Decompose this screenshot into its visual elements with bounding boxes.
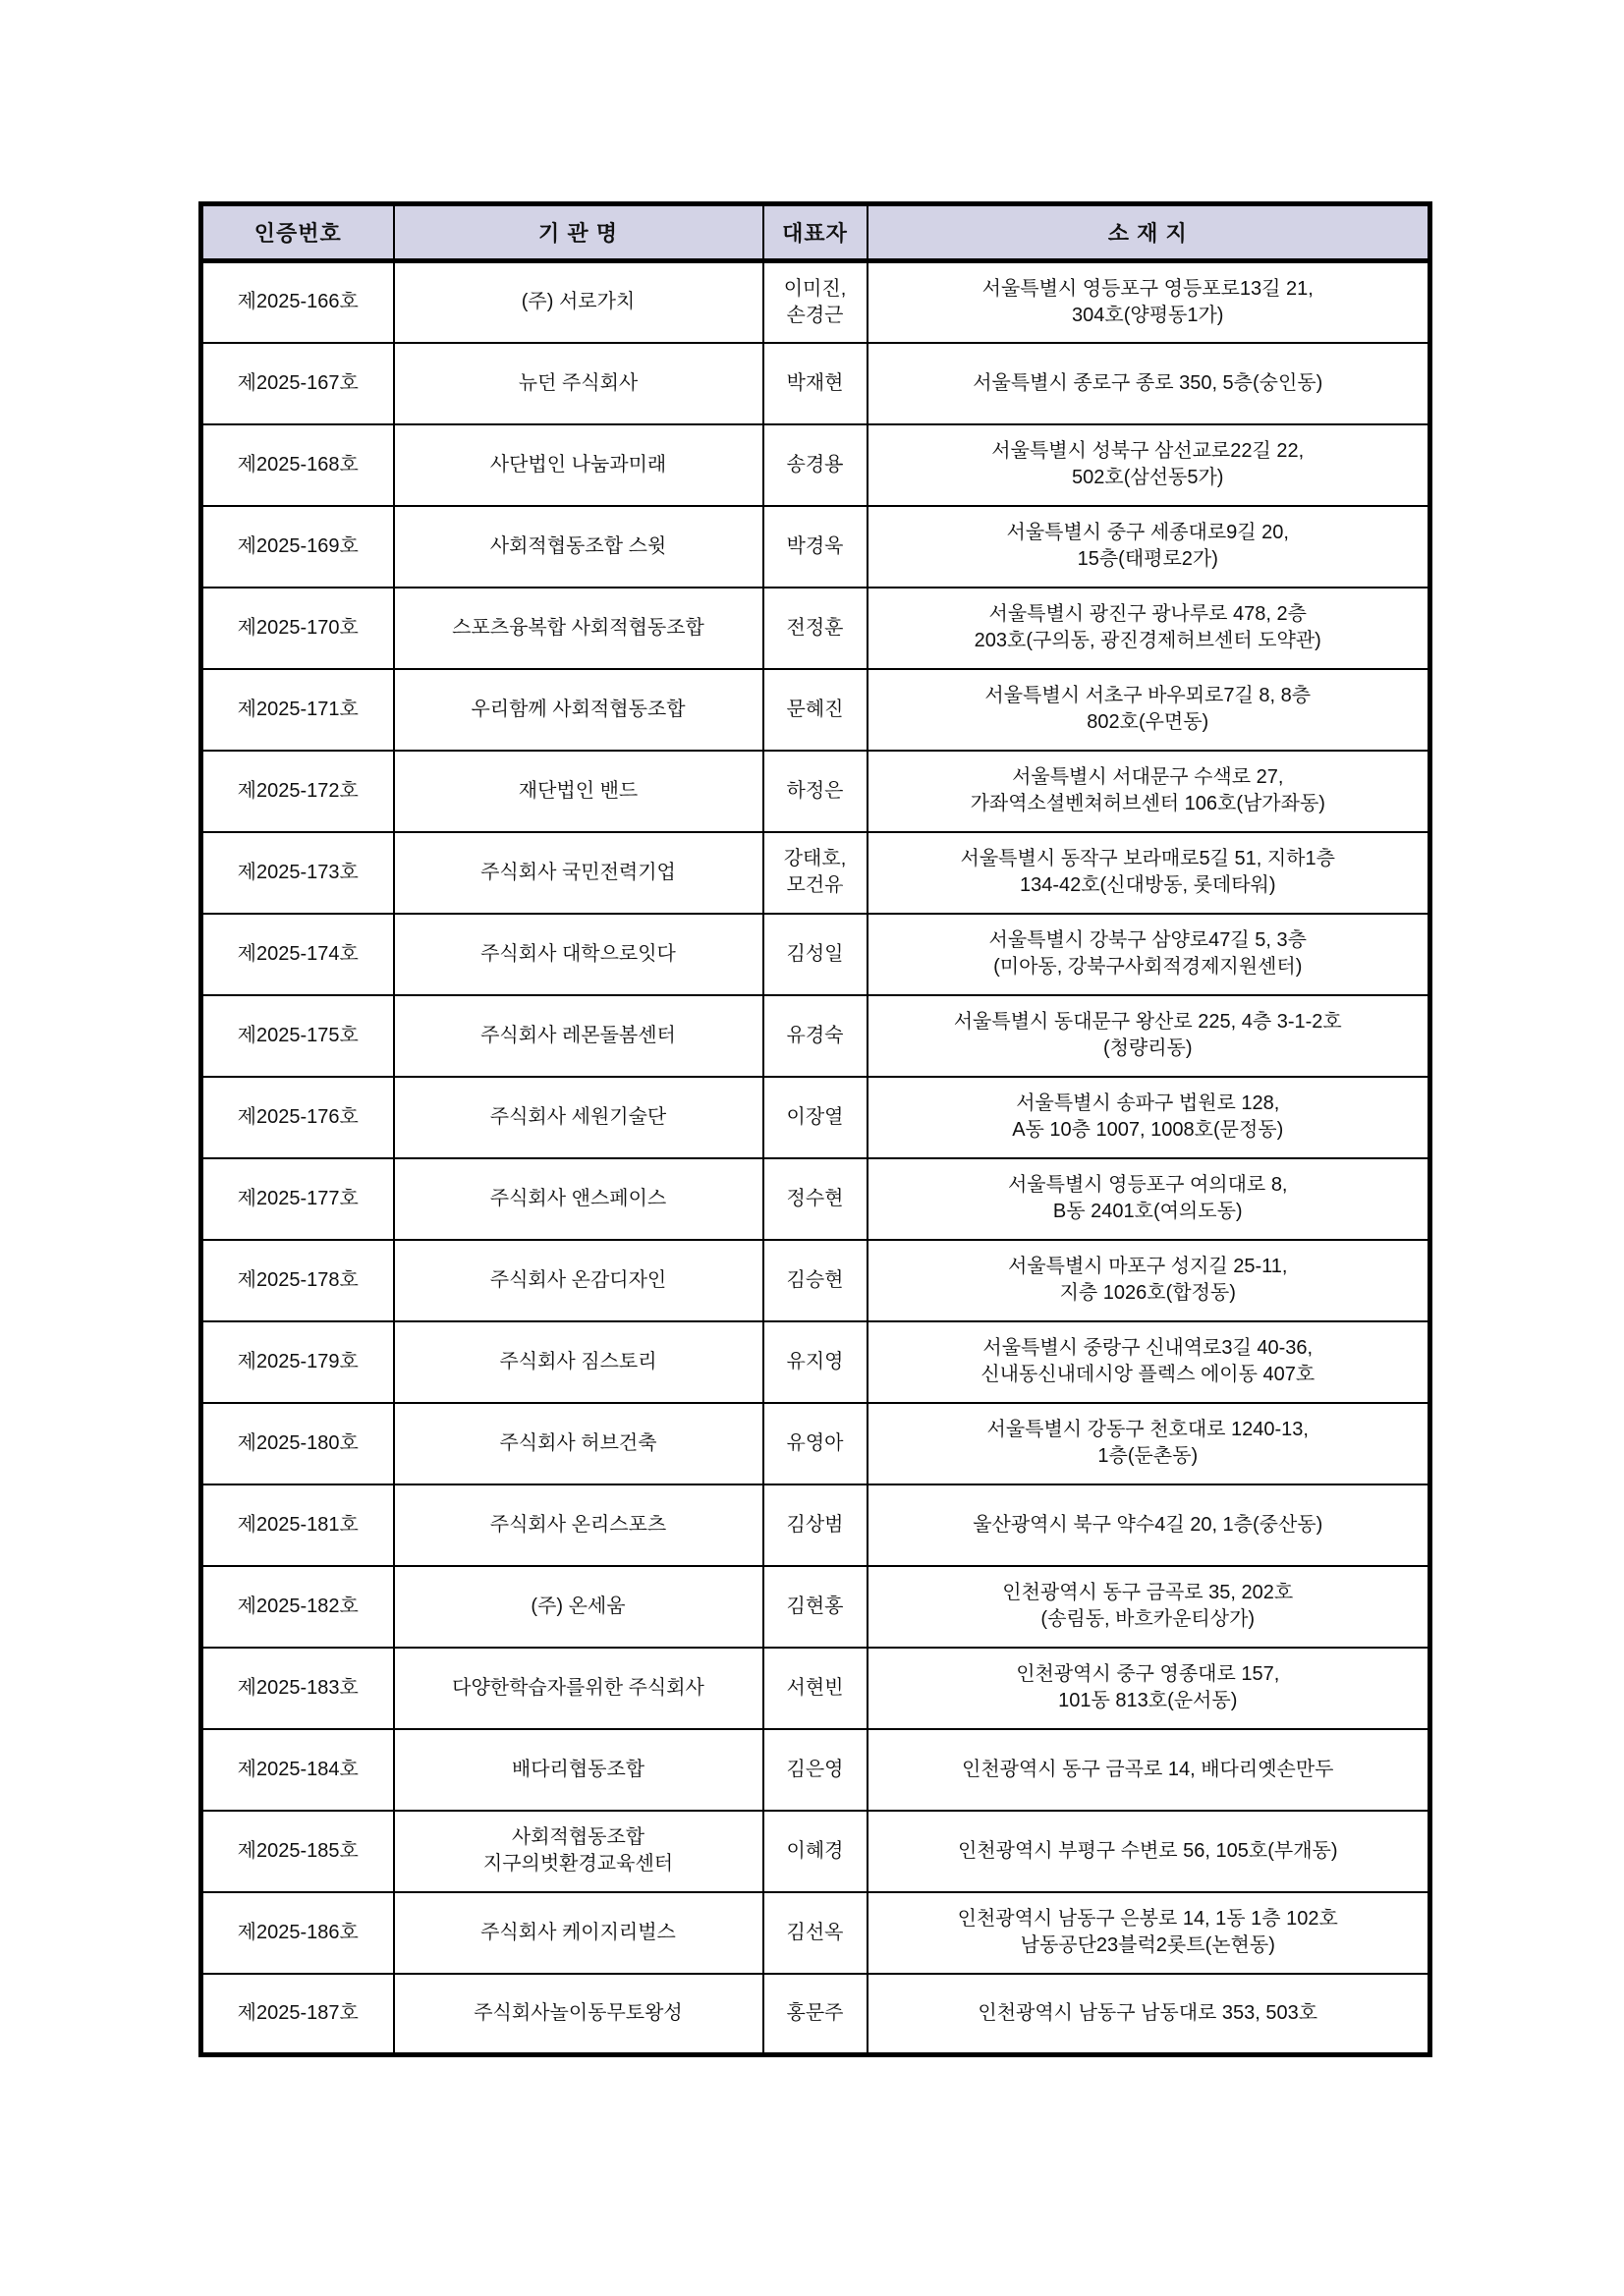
cert-no-cell: 제2025-170호: [201, 588, 394, 669]
table-row: [201, 588, 1430, 669]
cert-no-cell: 제2025-187호: [201, 1974, 394, 2055]
representative-cell: 김승현: [763, 1240, 868, 1321]
cert-no-cell: 제2025-168호: [201, 424, 394, 506]
org-name-cell: 사회적협동조합 스윗: [394, 506, 763, 588]
table-row: [201, 1811, 1430, 1892]
table-header-row: [201, 204, 1430, 261]
org-name-cell: 뉴던 주식회사: [394, 343, 763, 424]
table-row: [201, 1158, 1430, 1240]
table-row: [201, 261, 1430, 343]
representative-cell: 김현홍: [763, 1566, 868, 1648]
table-row: [201, 424, 1430, 506]
org-name-cell: 다양한학습자를위한 주식회사: [394, 1648, 763, 1729]
address-cell: 인천광역시 동구 금곡로 14, 배다리옛손만두: [868, 1729, 1430, 1811]
header-cert-no: 인증번호: [201, 204, 394, 261]
header-address: 소 재 지: [868, 204, 1430, 261]
cert-no-cell: 제2025-180호: [201, 1403, 394, 1484]
address-cell: 서울특별시 영등포구 영등포로13길 21, 304호(양평동1가): [868, 261, 1430, 343]
cert-no-cell: 제2025-172호: [201, 751, 394, 832]
table-row: [201, 751, 1430, 832]
representative-cell: 박경욱: [763, 506, 868, 588]
cert-no-cell: 제2025-174호: [201, 914, 394, 995]
cert-no-cell: 제2025-169호: [201, 506, 394, 588]
table-row: [201, 1077, 1430, 1158]
org-name-cell: 재단법인 밴드: [394, 751, 763, 832]
org-name-cell: 주식회사 온리스포츠: [394, 1484, 763, 1566]
table-row: [201, 1892, 1430, 1974]
address-cell: 서울특별시 강동구 천호대로 1240-13, 1층(둔촌동): [868, 1403, 1430, 1484]
org-name-cell: 주식회사 세원기술단: [394, 1077, 763, 1158]
org-name-cell: 주식회사놀이동무토왕성: [394, 1974, 763, 2055]
address-cell: 인천광역시 동구 금곡로 35, 202호 (송림동, 바흐카운티상가): [868, 1566, 1430, 1648]
address-cell: 서울특별시 서대문구 수색로 27, 가좌역소셜벤쳐허브센터 106호(남가좌동): [868, 751, 1430, 832]
org-name-cell: 사회적협동조합 지구의벗환경교육센터: [394, 1811, 763, 1892]
representative-cell: 박재현: [763, 343, 868, 424]
cert-no-cell: 제2025-184호: [201, 1729, 394, 1811]
cert-no-cell: 제2025-176호: [201, 1077, 394, 1158]
org-name-cell: 스포츠융복합 사회적협동조합: [394, 588, 763, 669]
table-row: [201, 1321, 1430, 1403]
org-name-cell: 주식회사 케이지리벌스: [394, 1892, 763, 1974]
cert-no-cell: 제2025-177호: [201, 1158, 394, 1240]
address-cell: 서울특별시 중구 세종대로9길 20, 15층(태평로2가): [868, 506, 1430, 588]
org-name-cell: (주) 서로가치: [394, 261, 763, 343]
cert-no-cell: 제2025-182호: [201, 1566, 394, 1648]
table-row: [201, 1484, 1430, 1566]
address-cell: 인천광역시 중구 영종대로 157, 101동 813호(운서동): [868, 1648, 1430, 1729]
table-body: [201, 261, 1430, 2055]
cert-no-cell: 제2025-175호: [201, 995, 394, 1077]
org-name-cell: 배다리협동조합: [394, 1729, 763, 1811]
header-org-name: 기 관 명: [394, 204, 763, 261]
address-cell: 인천광역시 부평구 수변로 56, 105호(부개동): [868, 1811, 1430, 1892]
org-name-cell: 사단법인 나눔과미래: [394, 424, 763, 506]
cert-no-cell: 제2025-179호: [201, 1321, 394, 1403]
org-name-cell: 주식회사 온감디자인: [394, 1240, 763, 1321]
representative-cell: 김선옥: [763, 1892, 868, 1974]
representative-cell: 이장열: [763, 1077, 868, 1158]
org-name-cell: 주식회사 레몬돌봄센터: [394, 995, 763, 1077]
table-row: [201, 1403, 1430, 1484]
cert-no-cell: 제2025-171호: [201, 669, 394, 751]
representative-cell: 김상범: [763, 1484, 868, 1566]
table-row: [201, 832, 1430, 914]
representative-cell: 이미진, 손경근: [763, 261, 868, 343]
representative-cell: 전정훈: [763, 588, 868, 669]
cert-no-cell: 제2025-166호: [201, 261, 394, 343]
org-name-cell: 주식회사 앤스페이스: [394, 1158, 763, 1240]
cert-no-cell: 제2025-167호: [201, 343, 394, 424]
table-row: [201, 669, 1430, 751]
address-cell: 서울특별시 동작구 보라매로5길 51, 지하1층 134-42호(신대방동, 롯데타워): [868, 832, 1430, 914]
representative-cell: 문혜진: [763, 669, 868, 751]
cert-no-cell: 제2025-173호: [201, 832, 394, 914]
representative-cell: 강태호, 모건유: [763, 832, 868, 914]
representative-cell: 유경숙: [763, 995, 868, 1077]
address-cell: 서울특별시 성북구 삼선교로22길 22, 502호(삼선동5가): [868, 424, 1430, 506]
table-row: [201, 1648, 1430, 1729]
address-cell: 서울특별시 마포구 성지길 25-11, 지층 1026호(합정동): [868, 1240, 1430, 1321]
address-cell: 서울특별시 서초구 바우뫼로7길 8, 8층 802호(우면동): [868, 669, 1430, 751]
table-row: [201, 914, 1430, 995]
table-row: [201, 506, 1430, 588]
cert-no-cell: 제2025-178호: [201, 1240, 394, 1321]
header-representative: 대표자: [763, 204, 868, 261]
address-cell: 서울특별시 광진구 광나루로 478, 2층 203호(구의동, 광진경제허브센터 도약관): [868, 588, 1430, 669]
address-cell: 인천광역시 남동구 남동대로 353, 503호: [868, 1974, 1430, 2055]
representative-cell: 유영아: [763, 1403, 868, 1484]
representative-cell: 김은영: [763, 1729, 868, 1811]
org-name-cell: (주) 온세움: [394, 1566, 763, 1648]
cert-no-cell: 제2025-183호: [201, 1648, 394, 1729]
table-row: [201, 1240, 1430, 1321]
representative-cell: 이혜경: [763, 1811, 868, 1892]
certification-table: [198, 201, 1432, 2057]
representative-cell: 하정은: [763, 751, 868, 832]
org-name-cell: 주식회사 대학으로잇다: [394, 914, 763, 995]
table-row: [201, 995, 1430, 1077]
table-row: [201, 1974, 1430, 2055]
address-cell: 서울특별시 강북구 삼양로47길 5, 3층 (미아동, 강북구사회적경제지원센터): [868, 914, 1430, 995]
representative-cell: 정수현: [763, 1158, 868, 1240]
representative-cell: 김성일: [763, 914, 868, 995]
org-name-cell: 주식회사 짐스토리: [394, 1321, 763, 1403]
table-row: [201, 1729, 1430, 1811]
representative-cell: 유지영: [763, 1321, 868, 1403]
address-cell: 인천광역시 남동구 은봉로 14, 1동 1층 102호 남동공단23블럭2롯트(논현동): [868, 1892, 1430, 1974]
address-cell: 서울특별시 송파구 법원로 128, A동 10층 1007, 1008호(문정동): [868, 1077, 1430, 1158]
table-row: [201, 343, 1430, 424]
address-cell: 서울특별시 중랑구 신내역로3길 40-36, 신내동신내데시앙 플렉스 에이동 407호: [868, 1321, 1430, 1403]
address-cell: 서울특별시 종로구 종로 350, 5층(숭인동): [868, 343, 1430, 424]
cert-no-cell: 제2025-185호: [201, 1811, 394, 1892]
address-cell: 서울특별시 영등포구 여의대로 8, B동 2401호(여의도동): [868, 1158, 1430, 1240]
address-cell: 울산광역시 북구 약수4길 20, 1층(중산동): [868, 1484, 1430, 1566]
representative-cell: 송경용: [763, 424, 868, 506]
address-cell: 서울특별시 동대문구 왕산로 225, 4층 3-1-2호 (청량리동): [868, 995, 1430, 1077]
cert-no-cell: 제2025-186호: [201, 1892, 394, 1974]
org-name-cell: 우리함께 사회적협동조합: [394, 669, 763, 751]
org-name-cell: 주식회사 국민전력기업: [394, 832, 763, 914]
representative-cell: 홍문주: [763, 1974, 868, 2055]
org-name-cell: 주식회사 허브건축: [394, 1403, 763, 1484]
table-row: [201, 1566, 1430, 1648]
cert-no-cell: 제2025-181호: [201, 1484, 394, 1566]
representative-cell: 서현빈: [763, 1648, 868, 1729]
